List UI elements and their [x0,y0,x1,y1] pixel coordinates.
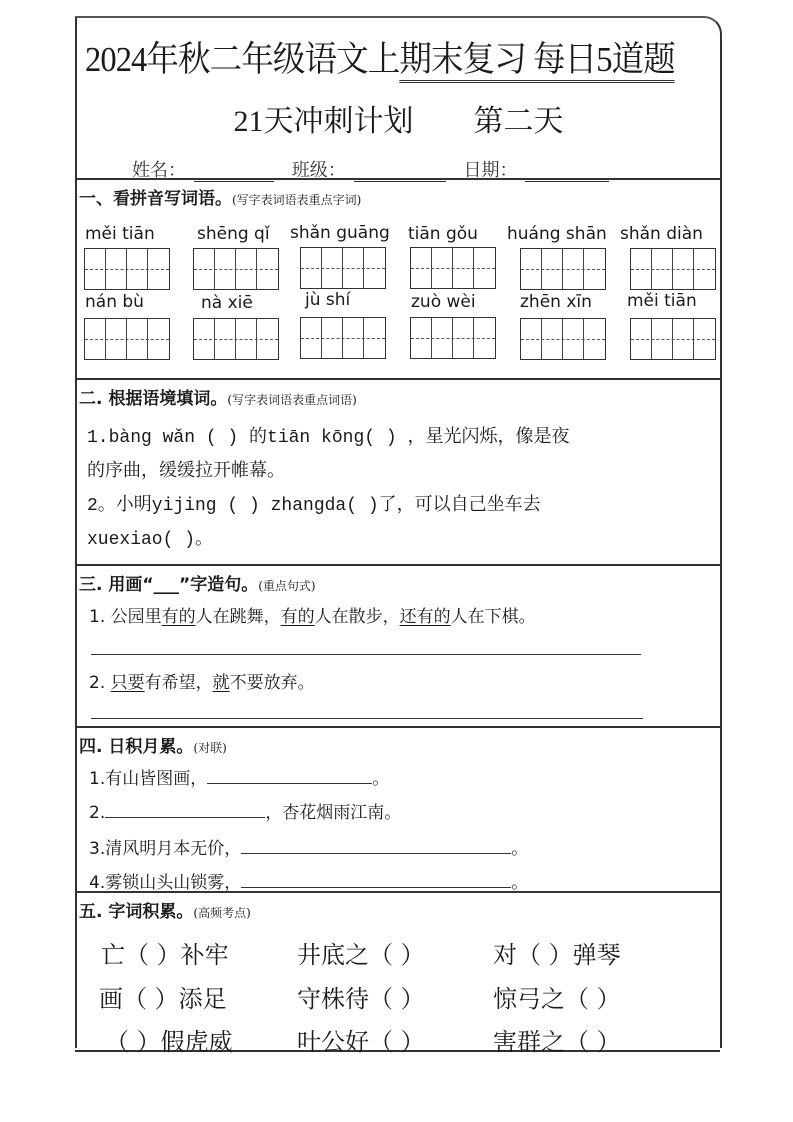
writing-grid[interactable] [630,248,716,290]
pinyin-label: huáng shān [507,224,607,244]
couplet-blank[interactable] [105,803,265,818]
section-idioms [75,891,720,1056]
idiom-item[interactable]: 亡（ ）补牢 [101,941,229,969]
writing-grid[interactable] [193,248,279,290]
title-text: 2024年秋二年级语文上 [85,40,400,79]
writing-grid[interactable] [520,248,606,290]
idiom-item[interactable]: （ ）假虎威 [105,1028,233,1056]
section-title: 五. 字词积累。(高频考点) [79,902,251,922]
pinyin-label: shǎn diàn [620,224,703,244]
couplet-3: 3.清风明月本无价， 。 [89,839,529,859]
section-note: (对联) [193,741,227,755]
idiom-item[interactable]: 画（ ）添足 [99,985,227,1013]
subtitle-plan: 21天冲刺计划 [233,105,414,138]
answer-line-1[interactable] [91,654,641,655]
pinyin-label: nán bù [85,292,144,312]
section-couplets [75,726,720,893]
page-title [85,40,675,80]
writing-grid[interactable] [410,317,496,359]
pinyin-label: měi tiān [85,224,155,244]
title-underlined-text: 期末复习 每日5道题 [399,40,675,83]
pinyin-label: shǎn guāng [290,223,390,243]
date-label: 日期： [463,160,518,181]
idiom-item[interactable]: 叶公好（ ） [297,1028,425,1056]
section-note: (写字表词语表重点词语) [227,393,357,407]
idiom-item[interactable]: 对（ ）弹琴 [493,941,621,969]
example-sentence-1: 1. 公园里有的人在跳舞，有的人在散步，还有的人在下棋。 [89,607,536,627]
section-note: (重点句式) [258,579,316,593]
pinyin-label: zhēn xīn [520,292,592,312]
writing-grid[interactable] [300,247,386,289]
writing-grid[interactable] [300,317,386,359]
writing-grid[interactable] [630,318,716,360]
pinyin-label: měi tiān [627,291,697,311]
section-note: (高频考点) [193,906,251,920]
class-label: 班级： [291,160,346,181]
idiom-item[interactable]: 井底之（ ） [297,941,425,969]
section-title: 二. 根据语境填词。(写字表词语表重点词语) [79,389,357,409]
page-subtitle [77,104,720,140]
section-title: 四. 日积月累。(对联) [79,737,227,757]
pinyin-label: nà xiē [201,293,253,313]
idiom-item[interactable]: 守株待（ ） [297,985,425,1013]
couplet-2: 2. ，杏花烟雨江南。 [89,803,402,823]
worksheet-header [77,18,720,181]
section-title: 一、看拼音写词语。(写字表词语表重点字词) [79,189,362,209]
writing-grid[interactable] [84,248,170,290]
writing-grid[interactable] [410,247,496,289]
name-label: 姓名： [132,160,186,181]
worksheet [75,16,722,1056]
section-note: (写字表词语表重点字词) [232,193,362,207]
pinyin-label: zuò wèi [411,292,476,312]
section-sentence-making [75,564,720,728]
section-context-fill [75,378,720,566]
couplet-blank[interactable] [207,769,372,784]
idiom-item[interactable]: 害群之（ ） [493,1028,621,1056]
pinyin-label: tiān gǒu [408,224,478,244]
fill-sentence-1[interactable]: 1.bàng wǎn ( ) 的tiān kōng( ) ，星光闪烁，像是夜 [87,428,570,448]
pinyin-label: shēng qǐ [197,224,270,244]
section-title: 三. 用画“___”字造句。(重点句式) [79,575,316,595]
fill-sentence-1-cont: 的序曲，缓缓拉开帷幕。 [87,462,285,482]
fill-sentence-2[interactable]: 2。小明yijing ( ) zhangda( )了，可以自己坐车去 [87,496,541,516]
subtitle-day: 第二天 [473,105,564,138]
section-pinyin-words [75,178,720,380]
answer-line-2[interactable] [91,718,643,719]
writing-grid[interactable] [520,318,606,360]
writing-grid[interactable] [84,318,170,360]
pinyin-label: jù shí [305,290,351,310]
example-sentence-2: 2. 只要有希望，就不要放弃。 [89,673,315,693]
couplet-1: 1.有山皆图画， 。 [89,769,390,789]
fill-sentence-2-cont[interactable]: xuexiao( )。 [87,530,214,550]
idiom-item[interactable]: 惊弓之（ ） [493,985,621,1013]
writing-grid[interactable] [193,318,279,360]
couplet-blank[interactable] [241,839,511,854]
couplet-4: 4.雾锁山头山锁雾， 。 [89,873,529,893]
couplet-blank[interactable] [241,873,511,888]
